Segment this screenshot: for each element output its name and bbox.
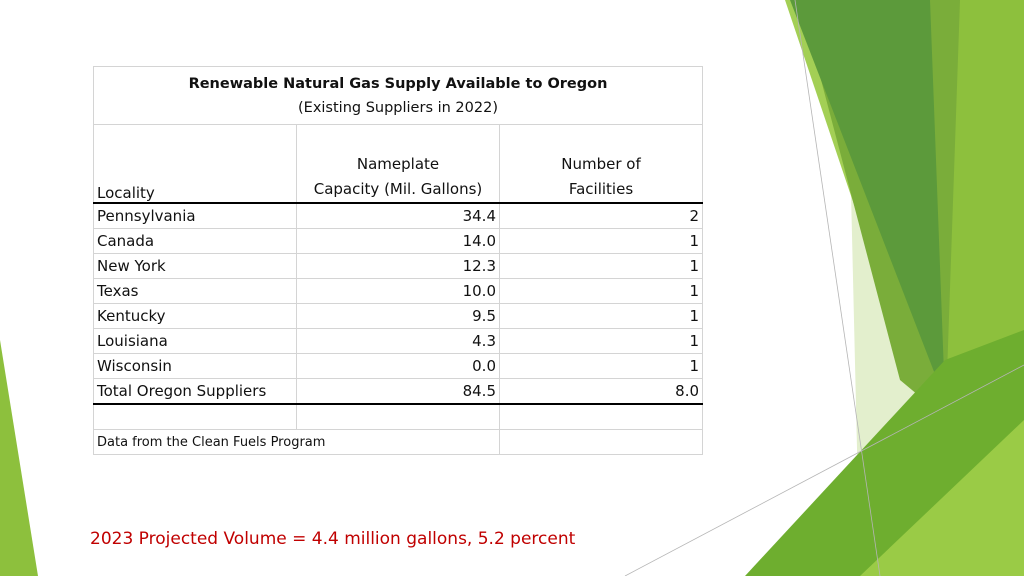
facilities-cell: 1	[500, 254, 703, 279]
header-facilities	[500, 125, 703, 204]
facilities-cell: 1	[500, 354, 703, 379]
total-locality-cell: Total Oregon Suppliers	[94, 379, 297, 405]
locality-cell: Louisiana	[94, 329, 297, 354]
facilities-cell: 1	[500, 329, 703, 354]
blank-cell	[297, 404, 500, 430]
header-facilities-line1: Number of	[561, 155, 641, 173]
header-capacity	[297, 125, 500, 204]
table-row	[94, 229, 703, 254]
facilities-cell: 1	[500, 229, 703, 254]
table-row	[94, 329, 703, 354]
table-source-note: Data from the Clean Fuels Program	[94, 430, 500, 455]
table-total-row	[94, 379, 703, 405]
locality-cell: New York	[94, 254, 297, 279]
table-title-row	[94, 67, 703, 125]
green-facet-left	[0, 340, 38, 576]
blank-cell	[500, 404, 703, 430]
table-header-row	[94, 125, 703, 204]
locality-cell: Wisconsin	[94, 354, 297, 379]
header-capacity-line1: Nameplate	[356, 155, 440, 173]
total-capacity-cell: 84.5	[297, 379, 500, 405]
capacity-cell: 10.0	[297, 279, 500, 304]
table-row	[94, 354, 703, 379]
table-blank-row	[94, 404, 703, 430]
projected-volume-text: 2023 Projected Volume = 4.4 million gallons, 5.2 percent	[90, 529, 576, 549]
header-capacity-line2: Capacity (Mil. Gallons)	[313, 180, 483, 198]
locality-cell: Canada	[94, 229, 297, 254]
facilities-cell: 2	[500, 203, 703, 229]
total-facilities-cell: 8.0	[500, 379, 703, 405]
table-title: Renewable Natural Gas Supply Available to Oregon	[188, 75, 608, 92]
table-row	[94, 304, 703, 329]
table-title-cell	[94, 67, 703, 125]
facilities-cell: 1	[500, 279, 703, 304]
capacity-cell: 4.3	[297, 329, 500, 354]
table-note-row	[94, 430, 703, 455]
rng-supply-table	[93, 66, 703, 455]
blank-cell	[500, 430, 703, 455]
facilities-cell: 1	[500, 304, 703, 329]
capacity-cell: 34.4	[297, 203, 500, 229]
capacity-cell: 12.3	[297, 254, 500, 279]
capacity-cell: 14.0	[297, 229, 500, 254]
table-subtitle: (Existing Suppliers in 2022)	[298, 99, 498, 116]
locality-cell: Pennsylvania	[94, 203, 297, 229]
table-row	[94, 279, 703, 304]
table-row	[94, 203, 703, 229]
blank-cell	[94, 404, 297, 430]
locality-cell: Kentucky	[94, 304, 297, 329]
header-locality: Locality	[94, 125, 297, 204]
locality-cell: Texas	[94, 279, 297, 304]
capacity-cell: 9.5	[297, 304, 500, 329]
header-facilities-line2: Facilities	[568, 180, 634, 198]
capacity-cell: 0.0	[297, 354, 500, 379]
table-row	[94, 254, 703, 279]
